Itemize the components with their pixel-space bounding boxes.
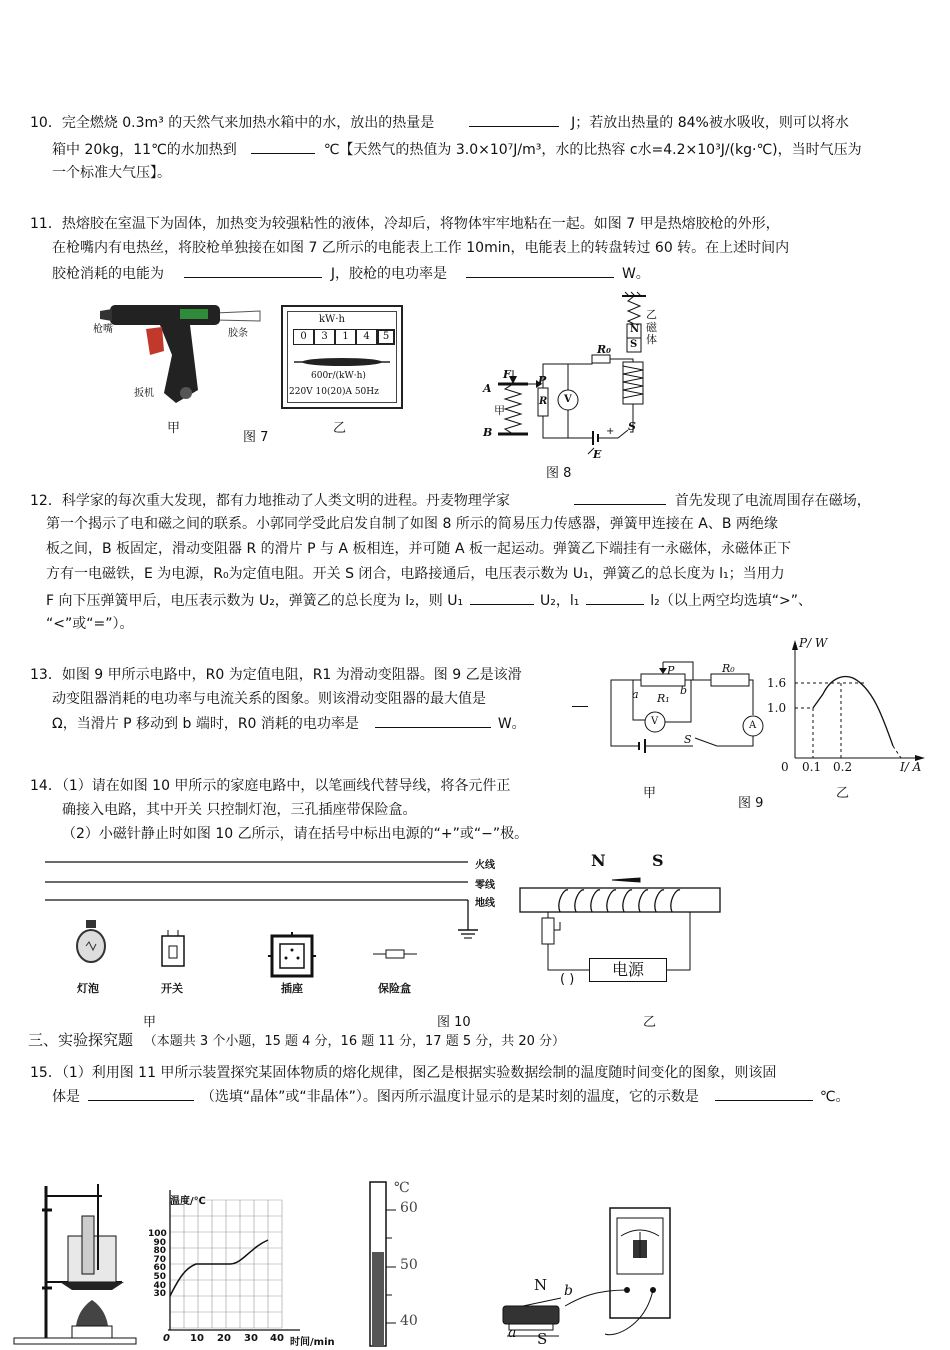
fig9-graph-xtick-0.1: 0.1 bbox=[802, 760, 822, 774]
q11-line1: 11．热熔胶在室温下为固体，加热变为较强粘性的液体，冷却后，将物体牢牢地粘在一起。如图 7 甲是热熔胶枪的外形， bbox=[30, 216, 780, 232]
fig11-thermo-tick-60: 60 bbox=[400, 1200, 418, 1216]
q15-line2: 体是 （选填“晶体”或“非晶体”）。图丙所示温度计显示的是某时刻的温度，它的示数是 ℃。 bbox=[52, 1086, 850, 1107]
fig11-graph-xtick-40: 40 bbox=[270, 1333, 284, 1344]
fig10-label-jia: 甲 bbox=[143, 1015, 157, 1030]
gun-stick-label: 胶条 bbox=[228, 328, 248, 339]
fig9-label-jia: 甲 bbox=[643, 786, 657, 801]
fig9-ammeter-A: A bbox=[749, 720, 757, 731]
q11-line2: 在枪嘴内有电热丝，将胶枪单独接在如图 7 乙所示的电能表上工作 10min，电能表上的转盘转过 60 转。在上述时间内 bbox=[52, 240, 790, 256]
fig11-label-b: b bbox=[564, 1283, 573, 1299]
fig8-voltmeter-V: V bbox=[564, 394, 572, 405]
fig8-magnet-N: N bbox=[630, 324, 640, 335]
fig9-label-yi: 乙 bbox=[836, 786, 850, 801]
fig9-graph-ylabel: P/ W bbox=[799, 636, 828, 650]
q11-blank-power[interactable] bbox=[466, 263, 614, 278]
q12-blank-l[interactable] bbox=[586, 590, 644, 605]
fig11-apparatus bbox=[12, 1176, 152, 1346]
fig7-caption: 图 7 bbox=[243, 430, 269, 445]
fig8-label-S: S bbox=[628, 420, 636, 433]
fig11-graph-xtick-20: 20 bbox=[217, 1333, 231, 1344]
fig11-graph-ylabel: 温度/℃ bbox=[170, 1196, 206, 1207]
fig9-label-b: b bbox=[680, 684, 688, 697]
fig9-graph-xtick-0.2: 0.2 bbox=[833, 760, 853, 774]
fig11-thermo-tick-40: 40 bbox=[400, 1313, 418, 1329]
fig10-caption: 图 10 bbox=[437, 1015, 471, 1030]
fig11-magnet-S: S bbox=[537, 1330, 548, 1348]
q12-line2: 第一个揭示了电和磁之间的联系。小郭同学受此启发自制了如图 8 所示的简易压力传感器，弹簧甲连接在 A、B 两绝缘 bbox=[46, 516, 778, 532]
fig11-graph-xlabel: 时间/min bbox=[290, 1337, 335, 1348]
q10-blank-temp[interactable] bbox=[251, 139, 315, 154]
fig9-label-S: S bbox=[684, 733, 692, 746]
fig8-label-magnet: 磁体 bbox=[646, 321, 657, 346]
meter-digits: 0 3 1 4 5 bbox=[293, 329, 395, 345]
q12-blank-scientist[interactable] bbox=[574, 490, 666, 505]
fig7-label-yi: 乙 bbox=[333, 421, 347, 436]
fig11-graph-xtick-10: 10 bbox=[190, 1333, 204, 1344]
fig8-label-plus: + bbox=[606, 426, 615, 437]
fig9-graph-ytick-1.0: 1.0 bbox=[767, 701, 787, 715]
q12-line4: 方有一电磁铁，E 为电源，R₀为定值电阻。开关 S 闭合，电路接通后，电压表示数为 U₁，弹簧乙的总长度为 l₁；当用力 bbox=[46, 566, 785, 582]
q14-line1: 14．（1）请在如图 10 甲所示的家庭电路中，以笔画线代替导线，将各元件正 bbox=[30, 778, 511, 794]
fig11-temperature-graph bbox=[150, 1190, 330, 1350]
fig7-label-jia: 甲 bbox=[167, 421, 181, 436]
fig9-label-a: a bbox=[632, 688, 639, 701]
fig9-caption: 图 9 bbox=[738, 796, 764, 811]
fig11-thermo-unit: ℃ bbox=[394, 1180, 410, 1196]
fig9-label-R1: R₁ bbox=[657, 692, 670, 705]
section3-heading: 三、实验探究题 （本题共 3 个小题，15 题 4 分，16 题 11 分，17 题 5 分，共 20 分） bbox=[28, 1031, 566, 1049]
q13-line3: Ω，当滑片 P 移动到 b 端时，R0 消耗的电功率是 W。 bbox=[52, 713, 526, 734]
fig11-label-a: a bbox=[508, 1325, 517, 1341]
q15-blank-temp[interactable] bbox=[715, 1086, 813, 1101]
q10-line1: 10．完全燃烧 0.3m³ 的天然气来加热水箱中的水，放出的热量是 J；若放出热量的 84%被水吸收，则可以将水 bbox=[30, 112, 849, 133]
fig8-label-R: R bbox=[539, 396, 548, 407]
fig11-graph-xtick-0: 0 bbox=[163, 1333, 170, 1344]
q13-line2: 动变阻器消耗的电功率与电流关系的图象。则该滑动变阻器的最大值是 bbox=[52, 691, 486, 707]
fig8-label-F: F bbox=[503, 368, 511, 381]
fig9-graph bbox=[785, 638, 925, 768]
fig10-socket-label: 插座 bbox=[281, 982, 303, 995]
q15-line1: 15．（1）利用图 11 甲所示装置探究某固体物质的熔化规律，图乙是根据实验数据绘制的温度随时间变化的图象，则该固 bbox=[30, 1065, 777, 1081]
q12-line5: F 向下压弹簧甲后，电压表示数为 U₂，弹簧乙的总长度为 l₂，则 U₁ U₂，l₁ l₂（以上两空均选填“>”、 bbox=[46, 590, 812, 611]
q11-blank-energy[interactable] bbox=[184, 263, 322, 278]
fig8-magnet-S: S bbox=[630, 339, 638, 350]
fig9-label-R0: R₀ bbox=[722, 662, 735, 675]
fig10-needle-N: N bbox=[591, 851, 606, 870]
gun-nozzle-label: 枪嘴 bbox=[93, 324, 113, 335]
fig10-switch-label: 开关 bbox=[161, 982, 183, 995]
fig10-fuse-label: 保险盒 bbox=[378, 982, 411, 995]
fig8-label-E: E bbox=[593, 448, 602, 461]
fig10-bulb-label: 灯泡 bbox=[77, 982, 99, 995]
q12-line3: 板之间，B 板固定，滑动变阻器 R 的滑片 P 与 A 板相连，并可随 A 板一起运动。弹簧乙下端挂有一永磁体，永磁体正下 bbox=[46, 541, 791, 557]
q10-line3: 一个标准大气压】。 bbox=[52, 165, 171, 181]
fig10-household-circuit bbox=[40, 850, 510, 990]
fig10-needle-S: S bbox=[652, 851, 664, 870]
fig11-graph-yticks: 100 90 80 70 60 50 40 30 bbox=[148, 1229, 167, 1300]
meter-rate: 600r/(kW·h) bbox=[311, 371, 366, 381]
fig11-graph-xtick-30: 30 bbox=[244, 1333, 258, 1344]
glue-gun-figure bbox=[80, 295, 280, 415]
fig8-label-jia: 甲 bbox=[494, 404, 505, 417]
fig9-graph-xlabel: I/ A bbox=[900, 760, 922, 774]
q12-blank-u[interactable] bbox=[470, 590, 534, 605]
fig8-label-P: P bbox=[538, 374, 547, 387]
q13-blank-power[interactable] bbox=[375, 713, 491, 728]
fig9-graph-ytick-1.6: 1.6 bbox=[767, 676, 787, 690]
fig8-caption: 图 8 bbox=[546, 466, 572, 481]
q13-blank-rmax[interactable] bbox=[572, 706, 588, 707]
meter-spec: 220V 10(20)A 50Hz bbox=[289, 387, 379, 397]
fig10-ground-line-label: 地线 bbox=[475, 898, 495, 909]
q13-line1: 13．如图 9 甲所示电路中，R0 为定值电阻，R1 为滑动变阻器。图 9 乙是该滑 bbox=[30, 667, 522, 683]
fig9-graph-origin: 0 bbox=[781, 760, 789, 774]
fig8-label-yi: 乙 bbox=[646, 308, 657, 321]
q15-blank-type[interactable] bbox=[88, 1086, 194, 1101]
fig8-label-R0: R₀ bbox=[597, 343, 611, 356]
q11-line3: 胶枪消耗的电能为 J，胶枪的电功率是 W。 bbox=[52, 263, 650, 284]
fig8-label-A: A bbox=[483, 382, 492, 395]
fig10-fire-line-label: 火线 bbox=[475, 860, 495, 871]
fig9-label-P: P bbox=[667, 664, 675, 677]
fig10-power-source: 电源 bbox=[589, 958, 667, 982]
energy-meter bbox=[281, 305, 403, 409]
fig11-thermometer bbox=[368, 1180, 398, 1346]
q12-line1: 12．科学家的每次重大发现，都有力地推动了人类文明的进程。丹麦物理学家 首先发现了电流周围存在磁场， bbox=[30, 490, 871, 511]
q10-blank-heat[interactable] bbox=[469, 112, 559, 127]
fig11-magnet-N: N bbox=[534, 1276, 548, 1294]
fig11-thermo-tick-50: 50 bbox=[400, 1257, 418, 1273]
meter-disc bbox=[292, 355, 392, 369]
q14-line2: 确接入电路，其中开关 只控制灯泡，三孔插座带保险盒。 bbox=[62, 802, 417, 818]
fig10-polarity-bracket[interactable]: ( ) bbox=[560, 972, 575, 987]
fig10-neutral-line-label: 零线 bbox=[475, 880, 495, 891]
q14-line3: （2）小磁针静止时如图 10 乙所示，请在括号中标出电源的“+”或“−”极。 bbox=[62, 826, 529, 842]
q10-line2: 箱中 20kg，11℃的水加热到 ℃【天然气的热值为 3.0×10⁷J/m³，水的比热容 c水=4.2×10³J/(kg·℃)，当时气压为 bbox=[52, 139, 862, 160]
fig9-voltmeter-V: V bbox=[651, 716, 659, 727]
fig10-label-yi: 乙 bbox=[643, 1015, 657, 1030]
q12-line6: “<”或“=”）。 bbox=[46, 616, 134, 632]
fig11-galvanometer-setup bbox=[495, 1206, 685, 1346]
gun-trigger-label: 扳机 bbox=[134, 388, 154, 399]
fig8-label-B: B bbox=[483, 426, 493, 439]
meter-unit: kW·h bbox=[319, 314, 345, 325]
